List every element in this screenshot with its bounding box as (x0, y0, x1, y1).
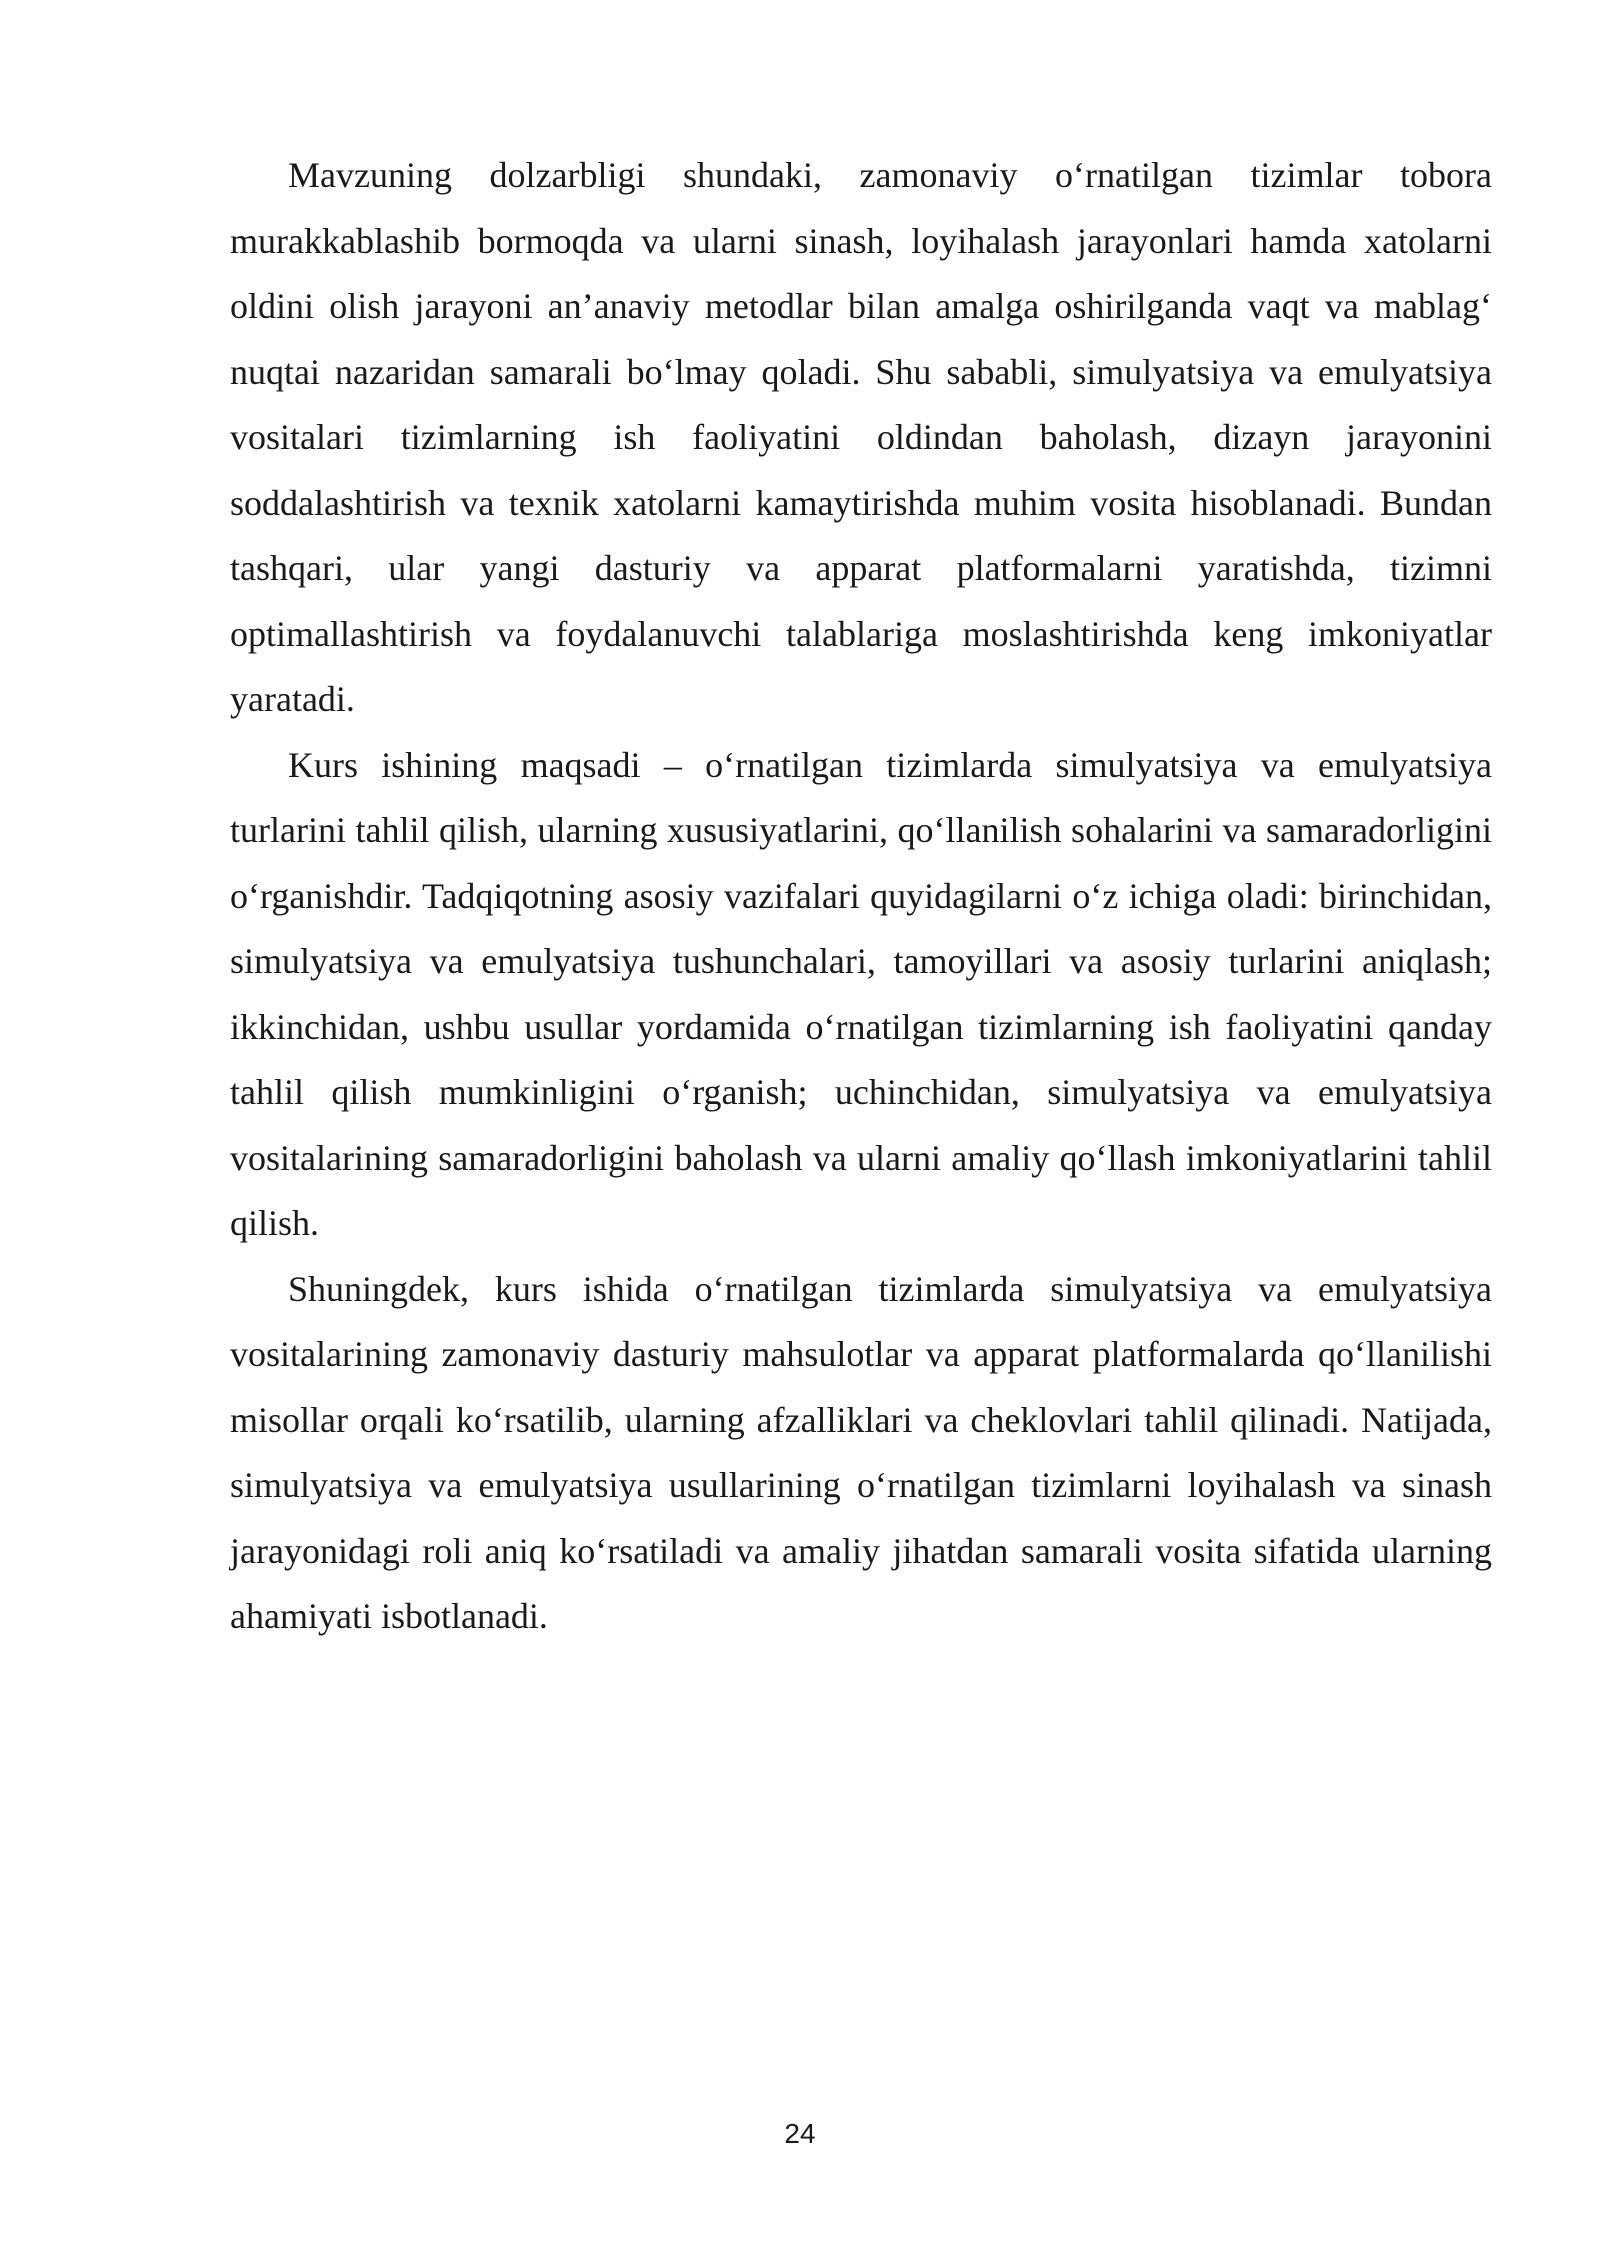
paragraph-conclusion: Shuningdek, kurs ishida o‘rnatilgan tizimlarda simulyatsiya va emulyatsiya vositalarining zamonaviy dasturiy mahsulotlar va apparat platformalarda qo‘llanilishi misollar orqali ko‘rsatilib, ularning afzalliklari va cheklovlari tahlil qilinadi. Natijada, simulyatsiya va emulyatsiya usullarining o‘rnatilgan tizimlarni loyihalash va sinash jarayonidagi roli aniq ko‘rsatiladi va amaliy jihatdan samarali vosita sifatida ularning ahamiyati isbotlanadi. (230, 1268, 1492, 1636)
body-text (230, 143, 1492, 1650)
page-number: 24 (784, 2118, 816, 2149)
paragraph-goal: Kurs ishining maqsadi – o‘rnatilgan tizimlarda simulyatsiya va emulyatsiya turlarini tahlil qilish, ularning xususiyatlarini, qo‘llanilish sohalarini va samaradorligini o‘rganishdir. Tadqiqotning asosiy vazifalari quyidagilarni o‘z ichiga oladi: birinchidan, simulyatsiya va emulyatsiya tushunchalari, tamoyillari va asosiy turlarini aniqlash; ikkinchidan, ushbu usullar yordamida o‘rnatilgan tizimlarning ish faoliyatini qanday tahlil qilish mumkinligini o‘rganish; uchinchidan, simulyatsiya va emulyatsiya vositalarining samaradorligini baholash va ularni amaliy qo‘llash imkoniyatlarini tahlil qilish. (230, 744, 1492, 1243)
paragraph-relevance: Mavzuning dolzarbligi shundaki, zamonaviy o‘rnatilgan tizimlar tobora murakkablashib bormoqda va ularni sinash, loyihalash jarayonlari hamda xatolarni oldini olish jarayoni an’anaviy metodlar bilan amalga oshirilganda vaqt va mablag‘ nuqtai nazaridan samarali bo‘lmay qoladi. Shu sababli, simulyatsiya va emulyatsiya vositalari tizimlarning ish faoliyatini oldindan baholash, dizayn jarayonini soddalashtirish va texnik xatolarni kamaytirishda muhim vosita hisoblanadi. Bundan tashqari, ular yangi dasturiy va apparat platformalarni yaratishda, tizimni optimallashtirish va foydalanuvchi talablariga moslashtirishda keng imkoniyatlar yaratadi. (230, 155, 1492, 719)
